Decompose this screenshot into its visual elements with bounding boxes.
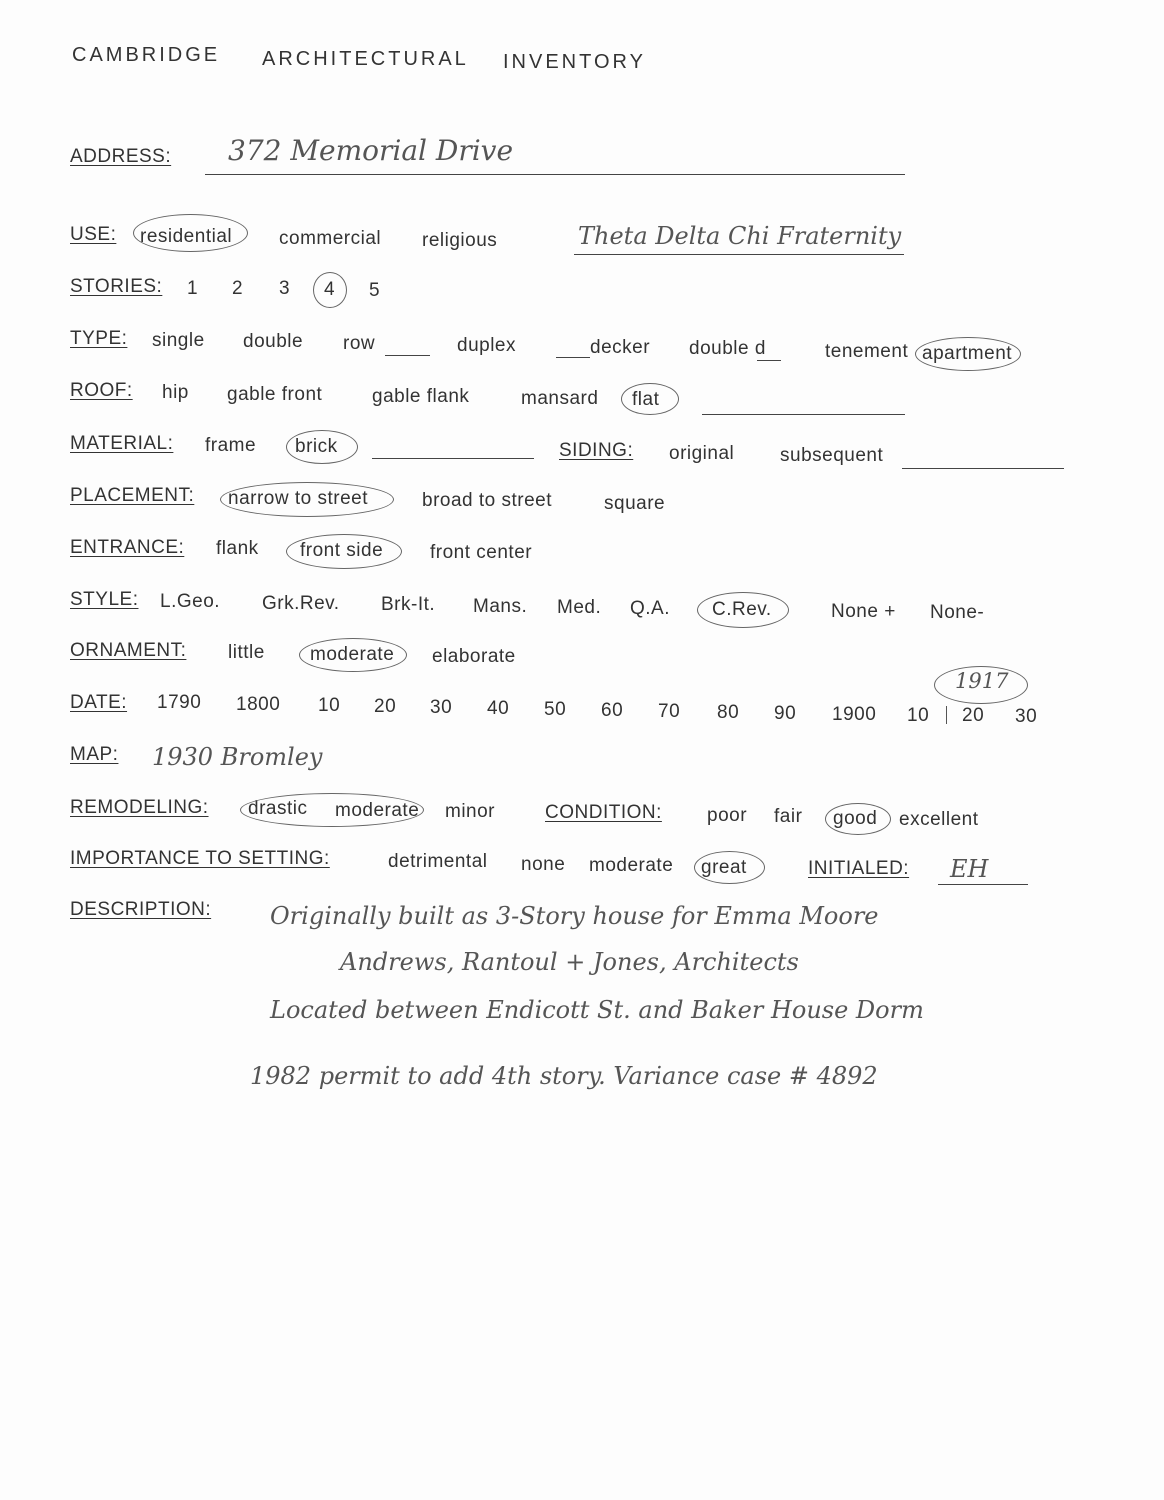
roof-option-hip: hip — [162, 382, 189, 403]
address-value: 372 Memorial Drive — [228, 134, 514, 167]
address-label: ADDRESS: — [70, 146, 172, 167]
date-option-1900: 1900 — [832, 704, 877, 725]
initialed-value: EH — [950, 855, 989, 883]
form-title-architectural: ARCHITECTURAL — [262, 48, 469, 70]
condition-option-good: good — [833, 808, 878, 829]
placement-option-narrow: narrow to street — [228, 488, 368, 509]
stories-selected-circle — [313, 272, 347, 308]
address-line — [205, 174, 905, 175]
type-option-row: row — [343, 333, 376, 354]
style-option-med: Med. — [557, 597, 602, 618]
style-option-mans: Mans. — [473, 596, 528, 617]
condition-option-fair: fair — [774, 806, 803, 827]
type-option-decker: decker — [590, 337, 651, 358]
date-option-1930: 30 — [1015, 706, 1038, 727]
ornament-label: ORNAMENT: — [70, 640, 187, 661]
date-option-80: 80 — [717, 702, 740, 723]
description-line-1: Originally built as 3-Story house for Emma Moore — [270, 902, 879, 930]
description-line-2: Andrews, Rantoul + Jones, Architects — [340, 948, 799, 976]
stories-option-4: 4 — [324, 279, 336, 300]
roof-option-mansard: mansard — [521, 388, 599, 409]
use-note: Theta Delta Chi Fraternity — [578, 222, 902, 250]
remodeling-option-minor: minor — [445, 801, 496, 822]
style-selected-circle — [697, 592, 789, 628]
date-option-1790: 1790 — [157, 692, 202, 713]
date-option-50: 50 — [544, 699, 567, 720]
date-option-60: 60 — [601, 700, 624, 721]
importance-option-detrimental: detrimental — [388, 851, 488, 872]
initialed-line — [938, 884, 1028, 885]
roof-option-gable-flank: gable flank — [372, 386, 470, 407]
stories-option-1: 1 — [187, 278, 199, 299]
style-option-brkit: Brk-It. — [381, 594, 436, 615]
stories-option-2: 2 — [232, 278, 244, 299]
type-row-line — [385, 355, 430, 356]
date-option-70: 70 — [658, 701, 681, 722]
description-line-3: Located between Endicott St. and Baker House Dorm — [270, 996, 924, 1024]
entrance-option-front-side: front side — [300, 540, 384, 561]
condition-selected-circle — [825, 803, 891, 835]
ornament-option-moderate: moderate — [310, 644, 395, 665]
description-line-4: 1982 permit to add 4th story. Variance case # 4892 — [250, 1062, 878, 1090]
form-title-cambridge: CAMBRIDGE — [72, 44, 221, 66]
map-value: 1930 Bromley — [152, 743, 323, 771]
entrance-option-flank: flank — [216, 538, 259, 559]
roof-selected-circle — [621, 383, 679, 415]
condition-label: CONDITION: — [545, 802, 662, 823]
condition-option-poor: poor — [707, 805, 748, 826]
type-option-double-d: double d — [689, 338, 766, 359]
importance-selected-circle — [694, 851, 765, 884]
material-blank-line — [372, 458, 534, 459]
style-label: STYLE: — [70, 589, 139, 610]
date-note: 1917 — [955, 669, 1009, 693]
importance-option-moderate: moderate — [589, 855, 674, 876]
type-option-duplex: duplex — [457, 335, 516, 356]
date-option-1800: 1800 — [236, 694, 281, 715]
siding-option-original: original — [669, 443, 735, 464]
map-label: MAP: — [70, 744, 119, 765]
date-tick-mark — [946, 706, 947, 724]
type-option-tenement: tenement — [825, 341, 909, 362]
style-option-none-minus: None- — [930, 602, 985, 623]
type-label: TYPE: — [70, 328, 128, 349]
use-option-residential: residential — [140, 226, 233, 247]
style-option-qa: Q.A. — [630, 598, 671, 619]
stories-option-3: 3 — [279, 278, 291, 299]
date-option-20: 20 — [374, 696, 397, 717]
remodeling-selected-circle — [240, 793, 424, 827]
placement-selected-circle — [220, 482, 394, 517]
type-option-single: single — [152, 330, 205, 351]
material-option-frame: frame — [205, 435, 257, 456]
date-option-1910: 10 — [907, 705, 930, 726]
condition-option-excellent: excellent — [899, 809, 979, 830]
remodeling-label: REMODELING: — [70, 797, 209, 818]
use-label: USE: — [70, 224, 117, 245]
placement-option-broad: broad to street — [422, 490, 553, 511]
date-option-1920: 20 — [962, 705, 985, 726]
use-option-commercial: commercial — [279, 228, 382, 249]
importance-option-none: none — [521, 854, 566, 875]
siding-blank-line — [902, 468, 1064, 469]
style-option-crev: C.Rev. — [712, 599, 772, 620]
material-label: MATERIAL: — [70, 433, 174, 454]
date-label: DATE: — [70, 692, 128, 713]
type-option-apartment: apartment — [922, 343, 1013, 364]
stories-option-5: 5 — [369, 280, 381, 301]
roof-option-flat: flat — [632, 389, 660, 410]
style-option-lgeo: L.Geo. — [160, 591, 221, 612]
use-option-religious: religious — [422, 230, 498, 251]
type-double-d-line — [757, 360, 781, 361]
material-selected-circle — [286, 430, 358, 464]
material-option-brick: brick — [295, 436, 338, 457]
use-selected-circle — [133, 214, 248, 252]
stories-label: STORIES: — [70, 276, 163, 297]
entrance-label: ENTRANCE: — [70, 537, 185, 558]
roof-blank-line — [702, 414, 905, 415]
placement-label: PLACEMENT: — [70, 485, 195, 506]
remodeling-option-moderate: moderate — [335, 800, 420, 821]
roof-option-gable-front: gable front — [227, 384, 323, 405]
siding-label: SIDING: — [559, 440, 634, 461]
date-option-10: 10 — [318, 695, 341, 716]
date-option-30: 30 — [430, 697, 453, 718]
type-option-double: double — [243, 331, 304, 352]
date-note-circle — [934, 666, 1028, 704]
use-note-line — [574, 254, 904, 255]
ornament-option-elaborate: elaborate — [432, 646, 516, 667]
type-selected-circle — [915, 337, 1021, 371]
siding-option-subsequent: subsequent — [780, 445, 884, 466]
form-title-inventory: INVENTORY — [503, 51, 646, 73]
initialed-label: INITIALED: — [808, 858, 910, 879]
entrance-selected-circle — [286, 534, 402, 569]
entrance-option-front-center: front center — [430, 542, 533, 563]
importance-label: IMPORTANCE TO SETTING: — [70, 848, 330, 869]
type-decker-line — [556, 357, 590, 358]
importance-option-great: great — [701, 857, 747, 878]
placement-option-square: square — [604, 493, 666, 514]
ornament-selected-circle — [299, 638, 407, 672]
ornament-option-little: little — [228, 642, 265, 663]
remodeling-option-drastic: drastic — [248, 798, 308, 819]
roof-label: ROOF: — [70, 380, 133, 401]
date-option-90: 90 — [774, 703, 797, 724]
description-label: DESCRIPTION: — [70, 899, 212, 920]
style-option-none-plus: None + — [831, 601, 896, 622]
date-option-40: 40 — [487, 698, 510, 719]
style-option-grkrev: Grk.Rev. — [262, 593, 340, 614]
